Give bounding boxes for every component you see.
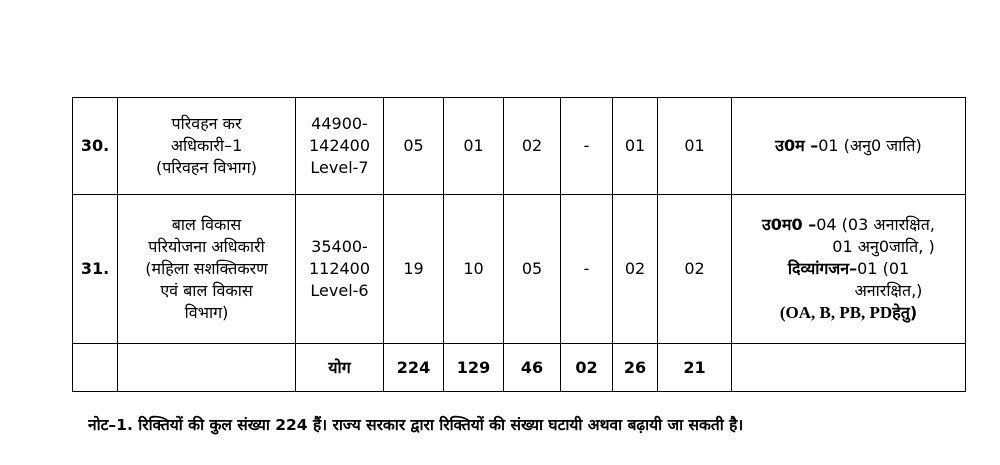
footnote: नोट–1. रिक्तियों की कुल संख्या 224 हैं। राज्य सरकार द्वारा रिक्तियों की संख्या घटायी अथवा बढ़ायी जा सकती है। — [88, 416, 744, 434]
count-cell: 05 — [504, 195, 561, 344]
remarks-cell: उ0म0 –04 (03 अनारक्षित, 01 अनु0जाति, ) दिव्यांगजन–01 (01 अनारक्षित,) (OA, B, PB, PDहेतु) — [732, 195, 966, 344]
pay-scale: 35400- 112400 Level-6 — [296, 195, 384, 344]
count-cell: 01 — [613, 98, 658, 195]
count-cell: 01 — [444, 98, 504, 195]
serial-number: 30. — [73, 98, 118, 195]
serial-number: 31. — [73, 195, 118, 344]
pay-scale: 44900- 142400 Level-7 — [296, 98, 384, 195]
total-row — [73, 344, 966, 392]
remarks-cell: उ0म –01 (अनु0 जाति) — [732, 98, 966, 195]
total-count: 224 — [384, 344, 444, 392]
total-label: योग — [296, 344, 384, 392]
total-count: 02 — [561, 344, 613, 392]
count-cell: 02 — [613, 195, 658, 344]
count-cell: 02 — [658, 195, 732, 344]
count-cell: - — [561, 195, 613, 344]
count-cell: 02 — [504, 98, 561, 195]
count-cell: - — [561, 98, 613, 195]
post-name: परिवहन कर अधिकारी–1 (परिवहन विभाग) — [118, 98, 296, 195]
total-count: 46 — [504, 344, 561, 392]
total-count: 129 — [444, 344, 504, 392]
post-name: बाल विकास परियोजना अधिकारी (महिला सशक्तिकरण एवं बाल विकास विभाग) — [118, 195, 296, 344]
total-count: 21 — [658, 344, 732, 392]
table-row — [73, 195, 966, 344]
count-cell: 10 — [444, 195, 504, 344]
count-cell: 19 — [384, 195, 444, 344]
total-count: 26 — [613, 344, 658, 392]
vacancy-table — [72, 97, 966, 392]
table-row — [73, 98, 966, 195]
count-cell: 05 — [384, 98, 444, 195]
count-cell: 01 — [658, 98, 732, 195]
